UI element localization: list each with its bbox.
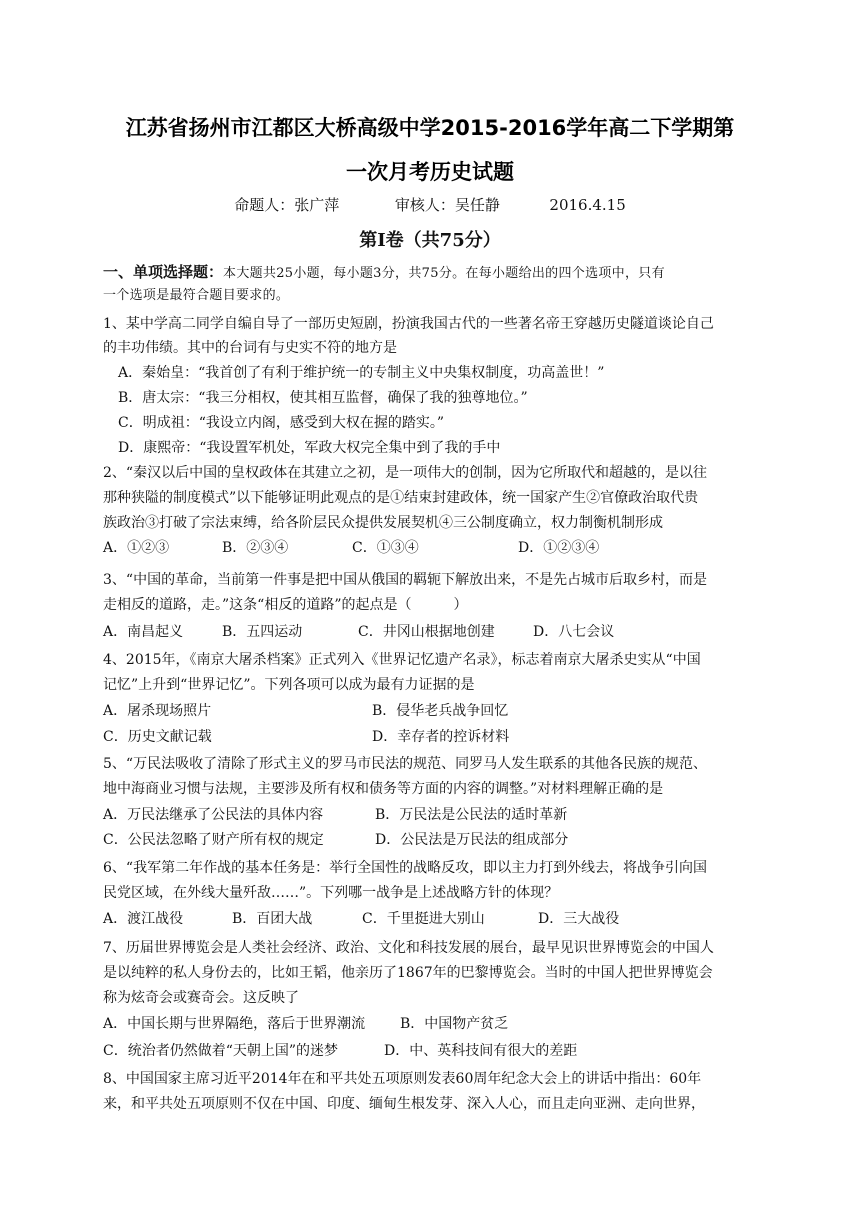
q4-line-1: 4、2015年，《南京大屠杀档案》正式列入《世界记忆遗产名录》，标志着南京大屠杀史实从“中国 — [103, 652, 701, 668]
q4-option-b: B．侵华老兵战争回忆 — [372, 703, 509, 719]
q2-line-3: 族政治③打破了宗法束缚，给各阶层民众提供发展契机④三公制度确立，权力制衡机制形成 — [103, 515, 663, 531]
q6-line-2: 民党区域，在外线大量歼敌……”。下列哪一战争是上述战略方针的体现？ — [103, 885, 559, 901]
exam-date: 2016.4.15 — [549, 196, 626, 214]
q5-line-2: 地中海商业习惯与法规，主要涉及所有权和债务等方面的内容的调整。”对材料理解正确的是 — [103, 781, 664, 797]
q2-option-b: B．②③④ — [222, 540, 289, 556]
q1-option-a: A．秦始皇：“我首创了有利于维护统一的专制主义中央集权制度，功高盖世！” — [118, 365, 605, 381]
part1-heading: 一、单项选择题： — [103, 263, 224, 281]
q7-option-c: C．统治者仍然做着“天朝上国”的迷梦 — [103, 1043, 339, 1059]
q4-line-2: 记忆”上升到“世界记忆”。下列各项可以成为最有力证据的是 — [103, 677, 475, 693]
exam-title-line-2: 一次月考历史试题 — [346, 160, 514, 184]
q6-option-a: A．渡江战役 — [103, 911, 184, 927]
q3-line-1: 3、“中国的革命，当前第一件事是把中国从俄国的羁轭下解放出来，不是先占城市后取乡村，而是 — [103, 572, 708, 588]
q8-line-2: 来，和平共处五项原则不仅在中国、印度、缅甸生根发芽、深入人心，而且走向亚洲、走向世界， — [103, 1096, 705, 1112]
q2-line-1: 2、“秦汉以后中国的皇权政体在其建立之初，是一项伟大的创制，因为它所取代和超越的，是以往 — [103, 465, 708, 481]
q3-option-a: A．南昌起义 — [103, 624, 184, 640]
part1-instructions-2: 一个选项是最符合题目要求的。 — [103, 288, 290, 303]
q2-line-2: 那种狭隘的制度模式”以下能够证明此观点的是①结束封建政体，统一国家产生②官僚政治取代贵 — [103, 490, 699, 506]
setter: 命题人：张广萍 — [234, 196, 340, 214]
q2-option-d: D．①②③④ — [518, 540, 600, 556]
q6-option-d: D．三大战役 — [538, 911, 620, 927]
q7-line-3: 称为炫奇会或赛奇会。这反映了 — [103, 990, 299, 1006]
part1-instructions-1: 本大题共25小题，每小题3分，共75分。在每小题给出的四个选项中，只有 — [223, 266, 665, 281]
exam-meta — [0, 194, 860, 215]
q4-option-c: C．历史文献记载 — [103, 729, 212, 745]
q3-option-b: B．五四运动 — [222, 624, 303, 640]
q7-option-d: D．中、英科技间有很大的差距 — [384, 1043, 578, 1059]
q5-option-c: C．公民法忽略了财产所有权的规定 — [103, 832, 324, 848]
q7-option-b: B．中国物产贫乏 — [400, 1016, 509, 1032]
part1-heading-line — [103, 262, 665, 284]
exam-title-line-1: 江苏省扬州市江都区大桥高级中学2015-2016学年高二下学期第 — [125, 116, 735, 140]
q1-line-2: 的丰功伟绩。其中的台词有与史实不符的地方是 — [103, 340, 397, 356]
q2-option-a: A．①②③ — [103, 540, 170, 556]
q7-line-1: 7、历届世界博览会是人类社会经济、政治、文化和科技发展的展台，最早见识世界博览会的中国人 — [103, 940, 714, 956]
q6-line-1: 6、“我军第二年作战的基本任务是：举行全国性的战略反攻，即以主力打到外线去，将战争引向国 — [103, 860, 708, 876]
q4-option-d: D．幸存者的控诉材料 — [372, 729, 510, 745]
q5-option-a: A．万民法继承了公民法的具体内容 — [103, 807, 324, 823]
reviewer: 审核人：吴任静 — [394, 196, 500, 214]
q5-option-d: D．公民法是万民法的组成部分 — [375, 832, 569, 848]
q1-option-b: B．唐太宗：“我三分相权，使其相互监督，确保了我的独尊地位。” — [118, 390, 528, 406]
q3-option-d: D．八七会议 — [533, 624, 615, 640]
q6-option-b: B．百团大战 — [232, 911, 313, 927]
q7-line-2: 是以纯粹的私人身份去的，比如王韬，他亲历了1867年的巴黎博览会。当时的中国人把世界博览会 — [103, 965, 713, 981]
q8-line-1: 8、中国国家主席习近平2014年在和平共处五项原则发表60周年纪念大会上的讲话中指出：60年 — [103, 1071, 702, 1087]
q6-option-c: C．千里挺进大别山 — [362, 911, 485, 927]
q3-line-2: 走相反的道路，走。”这条“相反的道路”的起点是（ ） — [103, 597, 468, 613]
section-title: 第Ⅰ卷（共75分） — [359, 230, 501, 251]
q1-line-1: 1、某中学高二同学自编自导了一部历史短剧，扮演我国古代的一些著名帝王穿越历史隧道谈论自己 — [103, 316, 714, 332]
q1-option-d: D．康熙帝：“我设置军机处，军政大权完全集中到了我的手中 — [118, 440, 501, 456]
q1-option-c: C．明成祖：“我设立内阁，感受到大权在握的踏实。” — [118, 415, 445, 431]
q4-option-a: A．屠杀现场照片 — [103, 703, 212, 719]
q7-option-a: A．中国长期与世界隔绝，落后于世界潮流 — [103, 1016, 366, 1032]
q5-option-b: B．万民法是公民法的适时革新 — [375, 807, 568, 823]
q2-option-c: C．①③④ — [352, 540, 419, 556]
q5-line-1: 5、“万民法吸收了清除了形式主义的罗马市民法的规范、同罗马人发生联系的其他各民族的规范、 — [103, 756, 708, 772]
q3-option-c: C．井冈山根据地创建 — [358, 624, 495, 640]
